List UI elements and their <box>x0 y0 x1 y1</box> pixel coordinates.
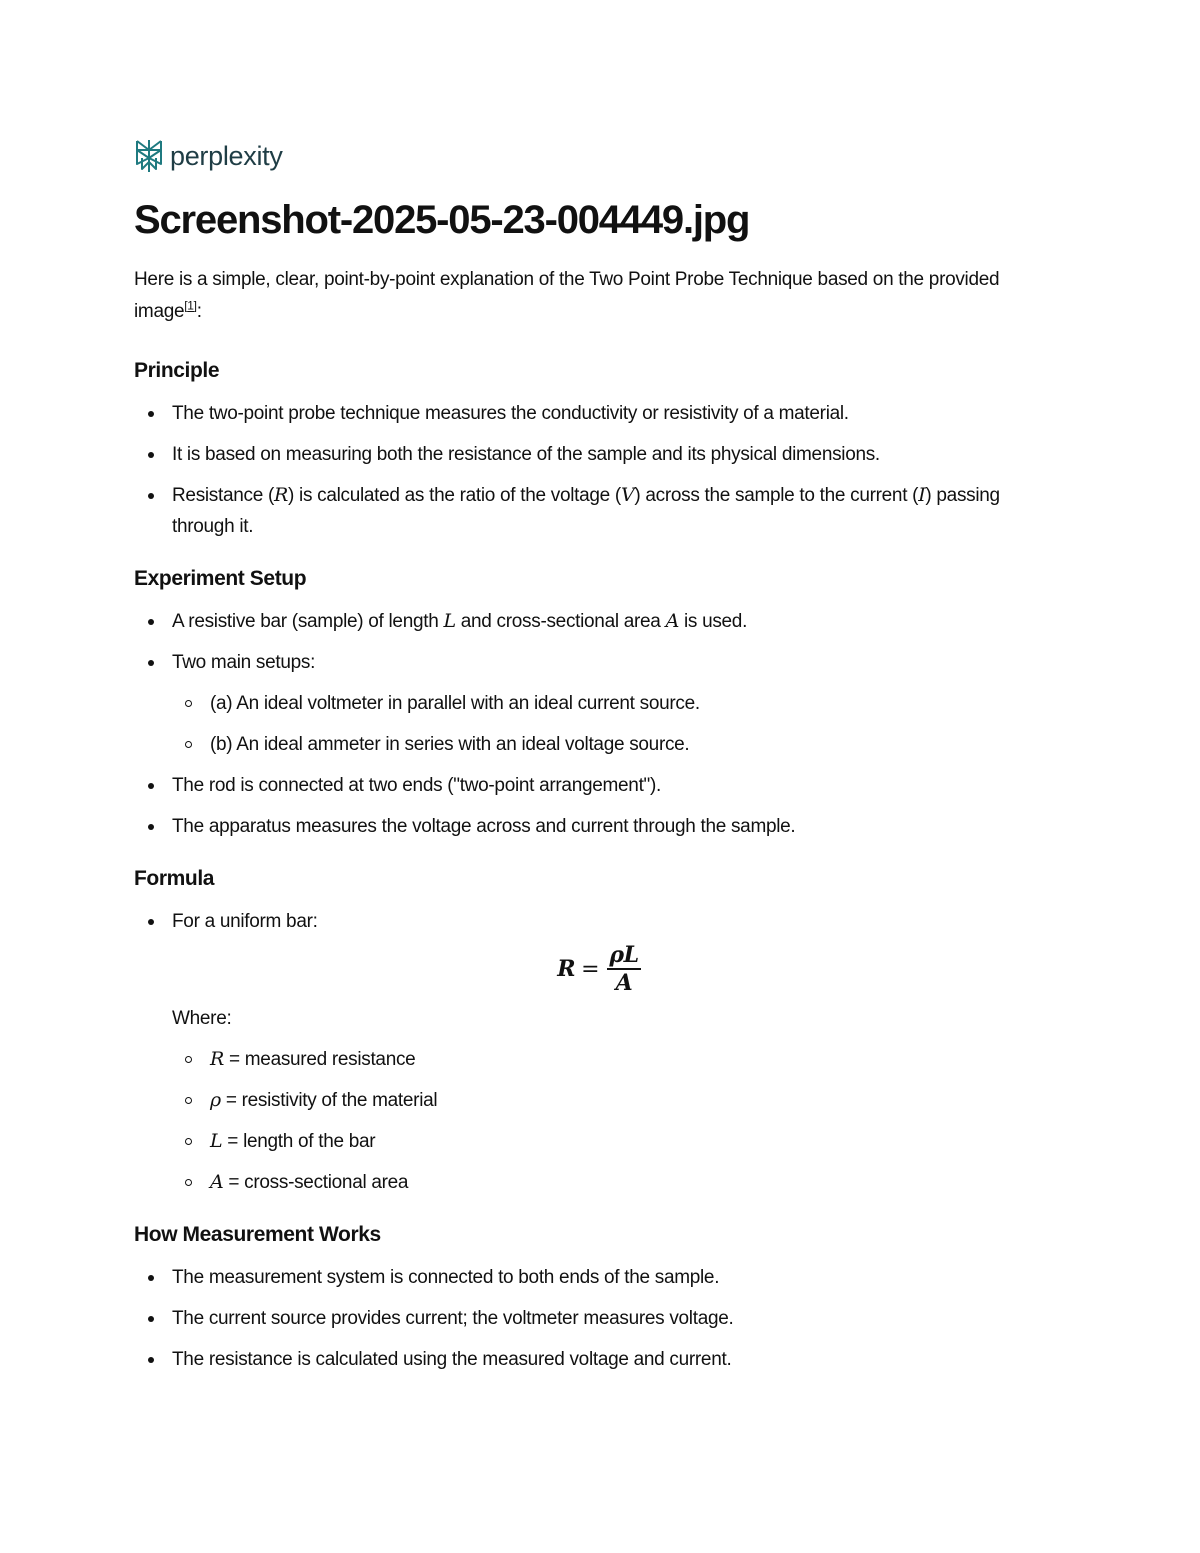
where-label: Where: <box>172 1008 232 1029</box>
definition-item: R = measured resistance <box>172 1044 1064 1075</box>
math-symbol: R <box>210 1048 225 1070</box>
list-item: The resistance is calculated using the measured voltage and current. <box>134 1344 1064 1375</box>
perplexity-logo <box>134 138 283 174</box>
intro-suffix: : <box>196 301 202 322</box>
section-heading-formula: Formula <box>134 867 215 890</box>
math-symbol: A <box>210 1171 224 1193</box>
list-item: The rod is connected at two ends ("two-point arrangement"). <box>134 770 1064 801</box>
section-experiment-setup <box>134 564 1064 842</box>
definition-item: L = length of the bar <box>172 1126 1064 1157</box>
list-item: It is based on measuring both the resistance of the sample and its physical dimensions. <box>134 439 1064 470</box>
definition-item: ρ = resistivity of the material <box>172 1085 1064 1116</box>
list-item: The two-point probe technique measures the conductivity or resistivity of a material. <box>134 398 1064 429</box>
list-item: The current source provides current; the voltmeter measures voltage. <box>134 1303 1064 1334</box>
formula-equals: = <box>581 956 600 982</box>
math-symbol: ρ <box>210 1089 221 1111</box>
list-item: A resistive bar (sample) of length L and cross-sectional area A is used. <box>134 606 1064 637</box>
list-item: Resistance (R) is calculated as the ratio of the voltage (V) across the sample to the current (I) passing through it. <box>134 480 1064 542</box>
math-symbol: V <box>620 484 635 506</box>
section-principle <box>134 356 1064 542</box>
math-symbol: R <box>274 484 289 506</box>
formula-numerator: ρL <box>609 942 639 968</box>
citation-link[interactable]: [1] <box>184 298 197 313</box>
section-heading-setup: Experiment Setup <box>134 567 307 590</box>
math-symbol: L <box>443 610 456 632</box>
math-symbol: I <box>918 484 926 506</box>
perplexity-logo-text: perplexity <box>170 140 283 171</box>
list-item: The measurement system is connected to both ends of the sample. <box>134 1262 1064 1293</box>
formula-denominator: A <box>615 970 633 996</box>
section-measurement <box>134 1220 1064 1375</box>
list-item: Two main setups: (a) An ideal voltmeter in parallel with an ideal current source. (b) An ideal ammeter in series with an ideal voltage source. <box>134 647 1064 760</box>
formula-lhs: R <box>557 955 576 982</box>
formula-fraction <box>607 942 641 996</box>
section-heading-measurement: How Measurement Works <box>134 1223 381 1246</box>
list-item: The apparatus measures the voltage across and current through the sample. <box>134 811 1064 842</box>
math-symbol: L <box>210 1130 223 1152</box>
definition-item: A = cross-sectional area <box>172 1167 1064 1198</box>
math-symbol: A <box>665 610 679 632</box>
resistance-formula <box>134 939 1064 999</box>
intro-text: Here is a simple, clear, point-by-point explanation of the Two Point Probe Technique based on the provided image <box>134 269 1000 322</box>
section-heading-principle: Principle <box>134 359 220 382</box>
intro-paragraph <box>134 264 1064 328</box>
sub-list-item: (a) An ideal voltmeter in parallel with an ideal current source. <box>172 688 1064 719</box>
list-item: For a uniform bar: R = $\frac{\rho L}{A}$ Where: R = measured resistance ρ = resistivity of the material L = length of the bar A = cross-sectional area <box>134 906 1064 1198</box>
document-content <box>134 196 1064 1397</box>
section-formula <box>134 864 1064 1198</box>
sub-list-item: (b) An ideal ammeter in series with an ideal voltage source. <box>172 729 1064 760</box>
perplexity-logo-icon <box>134 138 164 174</box>
page-title: Screenshot-2025-05-23-004449.jpg <box>134 198 750 242</box>
